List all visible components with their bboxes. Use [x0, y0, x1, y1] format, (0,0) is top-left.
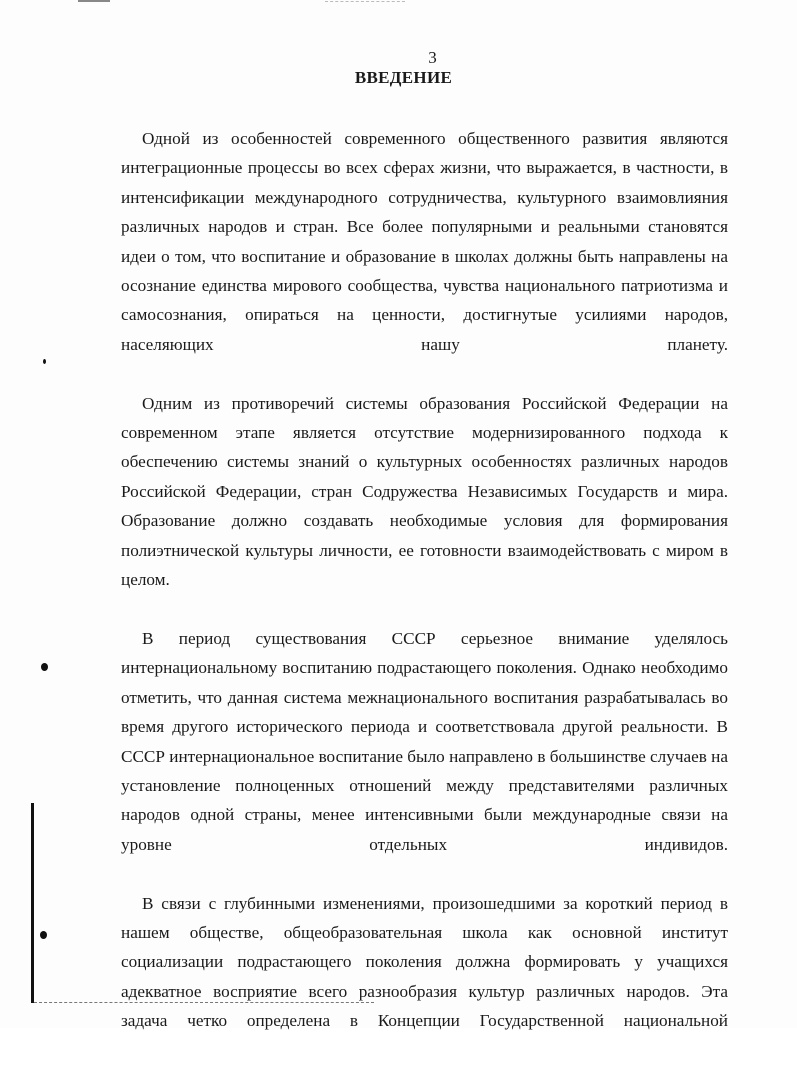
scan-margin-bar [31, 803, 34, 1003]
page-number: 3 [428, 48, 437, 67]
paragraph-4: В связи с глубинными изменениями, произошедшими за короткий период в нашем обществе, общеобразовательная школа как основной институт социализации подрастающего поколения должна формировать у учащихся адекватное восприятие всего разнообразия культур различных народов. Эта задача четко определена в Концепции Государственной национальной [121, 893, 728, 1031]
scan-mark-bottom [34, 1002, 374, 1004]
paragraph-1: Одной из особенностей современного общественного развития являются интеграционные процессы во всех сферах жизни, что выражается, в частности, в интенсификации международного сотрудничества, культурного взаимовлияния различных народов и стран. Все более популярными и реальными становятся идеи о том, что воспитание и образование в школах должны быть направлены на осознание единства мирового сообщества, чувства национального патриотизма и самосознания, опираться на ценности, достигнутые усилиями народов, населяющих нашу планету. [121, 129, 728, 354]
section-title: ВВЕДЕНИЕ [354, 68, 453, 87]
scan-dot-mark [40, 931, 47, 939]
paragraph-3: В период существования СССР серьезное внимание уделялось интернациональному воспитанию подрастающего поколения. Однако необходимо отметить, что данная система межнационального воспитания разрабатывалась во время другого исторического периода и соответствовала другой реальности. В СССР интернациональное воспитание было направлено в большинстве случаев на установление полноценных отношений между представителями различных народов одной страны, менее интенсивными были международные связи на уровне отдельных индивидов. [121, 628, 728, 854]
scan-mark-top-center [325, 1, 405, 3]
scan-mark-top-left [78, 0, 110, 2]
scan-dot-mark [43, 359, 46, 364]
scan-dot-mark [41, 663, 48, 671]
paragraph-2: Одним из противоречий системы образования Российской Федерации на современном этапе является отсутствие модернизированного подхода к обеспечению системы знаний о культурных особенностях различных народов Российской Федерации, стран Содружества Независимых Государств и мира. Образование должно создавать необходимые условия для формирования полиэтнической культуры личности, ее готовности взаимодействовать с миром в целом. [121, 393, 728, 590]
body-text [121, 124, 728, 1065]
